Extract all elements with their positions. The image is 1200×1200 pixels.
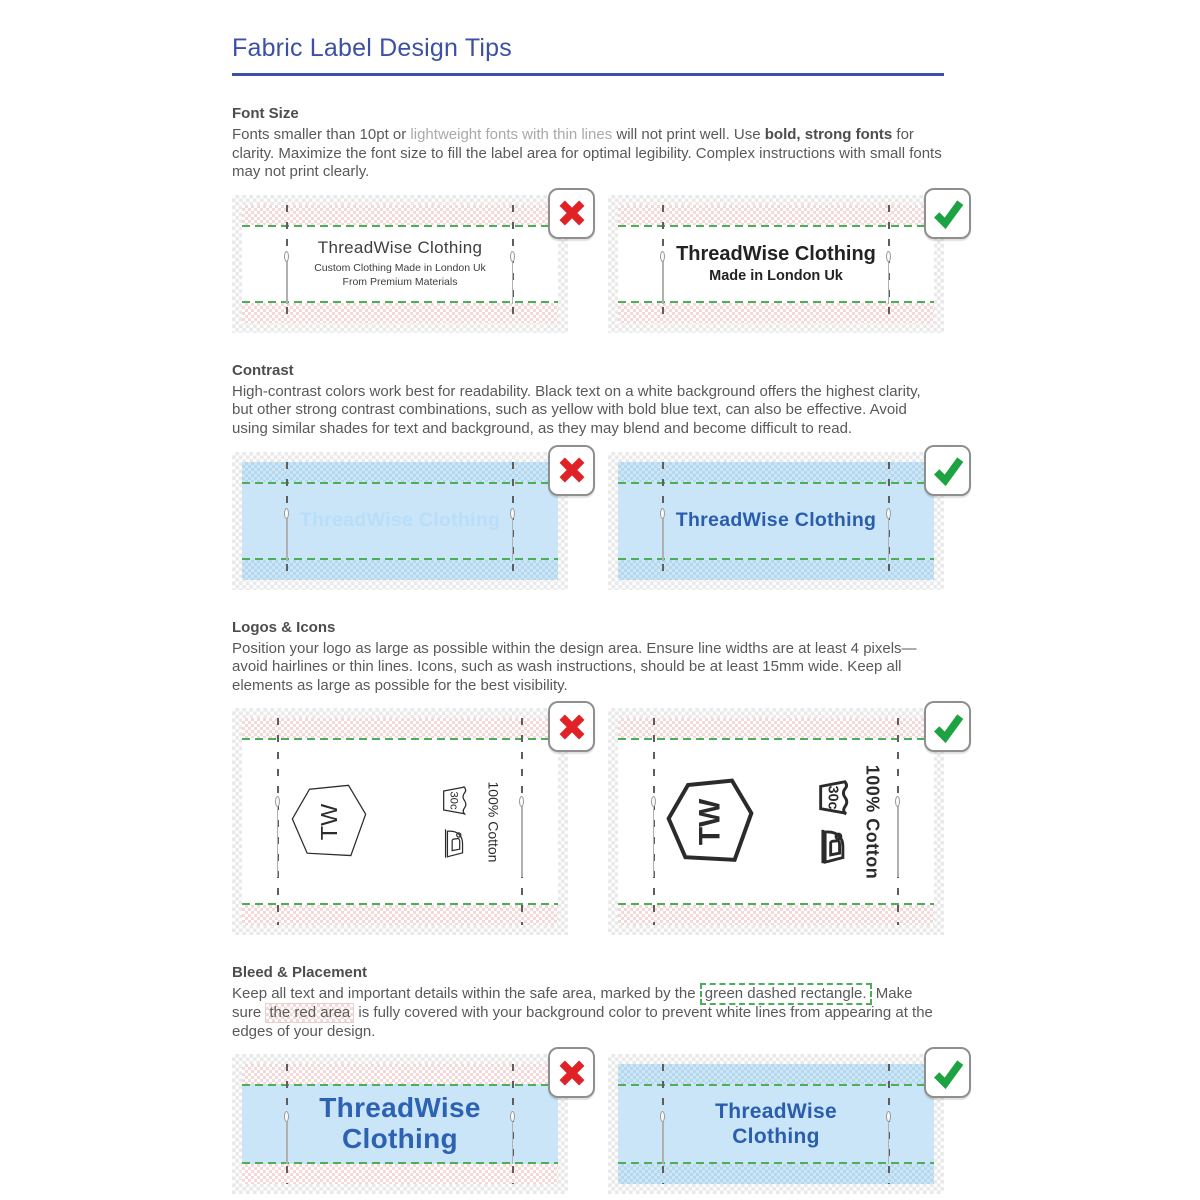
fold-line-right [521,718,523,925]
iron-icon [814,826,854,866]
bleed-strip-bottom [242,905,558,925]
check-badge [924,188,971,239]
wash-temp-label: 30c [824,785,841,810]
cotton-label: 100% Cotton [485,781,502,863]
section-contrast [232,362,944,590]
check-icon [931,710,965,744]
text-segment: will not print well. Use [612,126,765,143]
bleed-strip-bottom [618,303,934,323]
label-preview [618,205,934,323]
care-icons [814,777,854,866]
tw-monogram: TW [693,798,727,846]
x-icon [556,197,588,229]
safe-area-line-bottom [618,903,934,905]
example-panel-good [608,452,944,590]
bleed-strip-top [242,1064,558,1084]
section-font-size [232,105,944,333]
sub-line: From Premium Materials [342,275,458,288]
brand-line: Clothing [732,1125,820,1149]
check-badge [924,445,971,496]
brand-line: ThreadWise Clothing [676,243,876,266]
page-title: Fabric Label Design Tips [232,34,944,76]
section-paragraph [232,640,944,696]
hexagon-logo [665,778,755,866]
bleed-strip-top [618,1064,934,1084]
wash-icon [814,777,854,817]
iron-icon [438,826,472,860]
fold-line-right [897,718,899,925]
hexagon-logo [289,783,369,861]
example-panel-bad [232,708,568,935]
brand-line: ThreadWise Clothing [675,509,877,532]
bleed-strip-bottom [618,1164,934,1184]
section-heading: Logos & Icons [232,618,336,636]
needle-icon [277,797,279,877]
red-area-callout: the red area [265,1003,354,1023]
example-panel-good [608,195,944,333]
green-dashed-callout: green dashed rectangle. [700,983,872,1005]
section-bleed-placement [232,964,944,1194]
cross-badge [548,701,595,752]
example-panel-bad [232,195,568,333]
bleed-strip-top [618,205,934,225]
x-icon [556,454,588,486]
text-segment: Fonts smaller than 10pt or [232,126,411,143]
section-heading: Font Size [232,105,299,122]
brand-line: Clothing [342,1123,458,1155]
wash-icon [438,783,472,817]
bleed-strip-top [242,718,558,738]
check-icon [931,196,965,230]
bleed-strip-top [618,718,934,738]
bleed-strip-bottom [618,560,934,580]
care-icons [438,783,472,860]
example-panel-good [608,1054,944,1194]
label-preview [618,718,934,925]
x-icon [556,711,588,743]
cross-badge [548,445,595,496]
text-segment-muted: lightweight fonts with thin lines [410,126,613,143]
label-preview [618,462,934,580]
cross-badge [548,1047,595,1098]
fold-line-left [653,718,655,925]
fold-line-left [277,718,279,925]
text-segment: Keep all text and important details within the safe area, marked by the [232,985,700,1003]
section-paragraph [232,985,944,1041]
section-logos-icons [232,619,944,936]
section-heading: Bleed & Placement [232,964,368,982]
safe-area-line-top [618,738,934,740]
bleed-strip-bottom [242,1164,558,1184]
safe-area-line-bottom [242,903,558,905]
needle-icon [653,797,655,877]
text-segment: for clarity. Maximize the font size to fill the label area for optimal legibility. Complex instructions with small fonts may not print clearly. [232,126,942,181]
example-panel-bad [232,452,568,590]
label-preview [242,718,558,925]
x-icon [556,1057,588,1089]
label-preview [242,1064,558,1184]
needle-icon [521,797,523,877]
bleed-strip-bottom [618,905,934,925]
tw-monogram: TW [316,803,343,841]
sub-line: Made in London Uk [709,268,843,285]
bleed-strip-top [242,205,558,225]
check-icon [931,453,965,487]
text-segment: is fully covered with your background color to prevent white lines from appearing at the edges of your design. [232,1003,933,1040]
text-segment: Position your logo as large as possible within the design area. Ensure line widths are at least 4 pixels—avoid hairlines or thin lines. Icons, such as wash instructions, should be at least 15mm wide. Keep all elements as large as possible for the best visibility. [232,639,917,694]
text-segment: Make sure [232,985,913,1021]
label-preview [618,1064,934,1184]
content-column [232,0,944,1194]
safe-area-line-top [242,738,558,740]
cross-badge [548,188,595,239]
bleed-strip-bottom [242,303,558,323]
sub-line: Custom Clothing Made in London Uk [314,262,486,275]
label-preview [242,462,558,580]
examples-row [232,195,944,333]
brand-line: ThreadWise [319,1092,481,1124]
brand-line: ThreadWise [715,1099,837,1123]
example-panel-good [608,708,944,935]
wash-temp-label: 30c [447,791,460,810]
section-paragraph [232,383,944,439]
bleed-strip-top [618,462,934,482]
bleed-strip-bottom [242,560,558,580]
brand-line: ThreadWise Clothing [317,238,483,258]
check-badge [924,1047,971,1098]
examples-row [232,708,944,935]
check-badge [924,701,971,752]
section-heading: Contrast [232,361,294,379]
check-icon [931,1056,965,1090]
examples-row [232,452,944,590]
cotton-label: 100% Cotton [862,764,883,880]
text-segment: High-contrast colors work best for readability. Black text on a white background offers the highest clarity, but other strong contrast combinations, such as yellow with bold blue text, can also be effective. Avoid using similar shades for text and background, as they may blend and become difficult to read. [232,382,921,437]
text-segment-bold: bold, strong fonts [764,126,893,143]
example-panel-bad [232,1054,568,1194]
section-paragraph [232,126,944,182]
label-preview [242,205,558,323]
bleed-strip-top [242,462,558,482]
examples-row [232,1054,944,1194]
brand-line: ThreadWise Clothing [299,509,501,532]
needle-icon [897,797,899,877]
